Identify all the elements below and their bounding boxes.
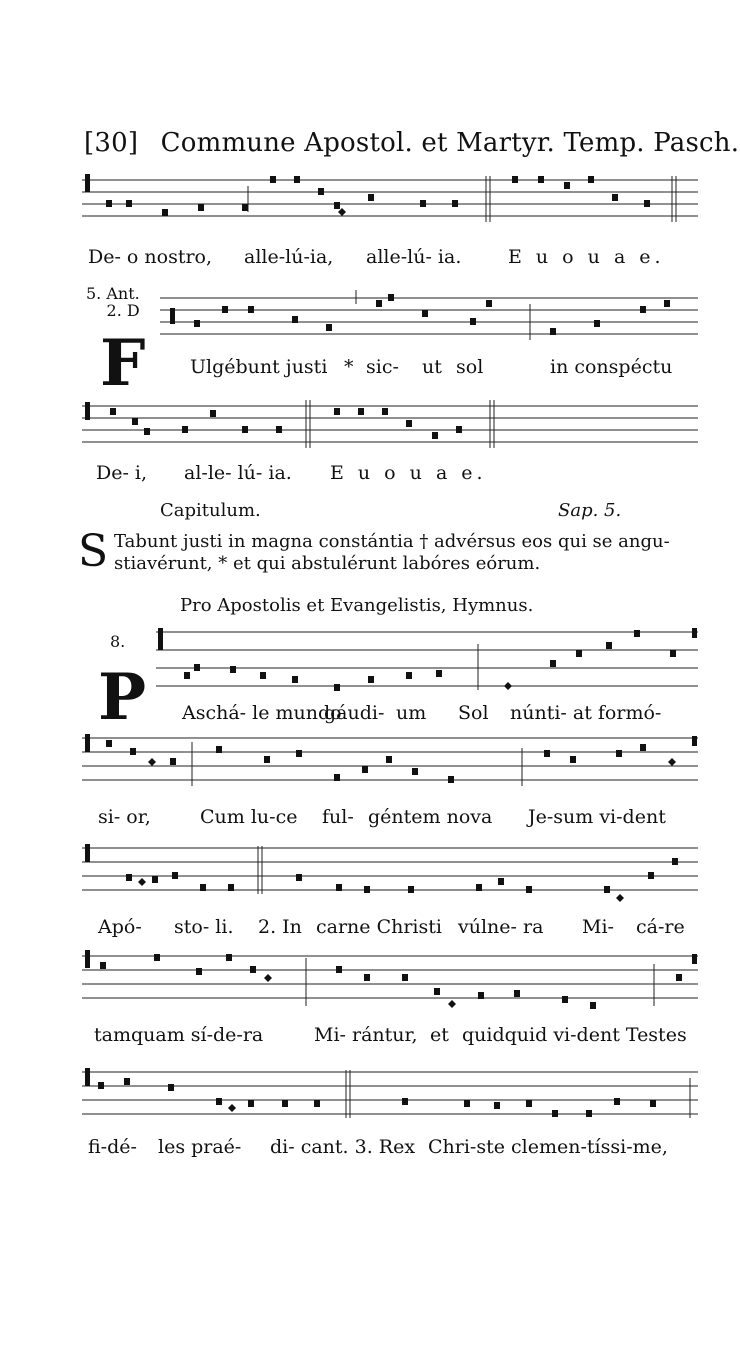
lyric: tamquam sí-de-ra [94, 1024, 264, 1046]
lyric: Cum lu-ce [200, 806, 298, 828]
music-staff [82, 732, 698, 792]
lyric: et [430, 1024, 449, 1046]
hymn-initial: P [98, 660, 147, 735]
staff-7 [82, 948, 698, 1012]
lyric: si- or, [98, 806, 151, 828]
lyric: sto- li. [174, 916, 234, 938]
lyric: alle-lú-ia, [244, 246, 334, 268]
lyric: sic- [366, 356, 399, 378]
lyric: Sol [458, 702, 489, 724]
staff-6 [82, 842, 698, 902]
capitulum-text [114, 531, 670, 575]
lyric: géntem nova [368, 806, 493, 828]
music-staff [82, 1066, 698, 1126]
lyric: 2. In [258, 916, 302, 938]
lyric: cá-re [636, 916, 685, 938]
lyric: les praé- [158, 1136, 242, 1158]
staff-1 [82, 172, 698, 228]
music-staff [160, 290, 698, 346]
lyric: Mi- [582, 916, 614, 938]
lyric: E u o u a e. [330, 462, 487, 484]
lyric: De- o nostro, [88, 246, 213, 268]
lyric: Aschá- le mundo [182, 702, 342, 724]
lyric: E u o u a e. [508, 246, 665, 268]
antiphon-label [86, 286, 140, 320]
lyric: * [344, 356, 354, 378]
capitulum-line: stiavérunt, * et qui abstulérunt labóres eórum. [114, 553, 541, 574]
lyric: Je-sum vi-dent [528, 806, 666, 828]
music-staff [82, 172, 698, 228]
antiphon-number: 5. Ant. [86, 284, 140, 303]
lyric: quidquid vi-dent Testes [462, 1024, 687, 1046]
lyric: sol [456, 356, 484, 378]
music-staff [82, 398, 698, 454]
lyric: De- i, [96, 462, 148, 484]
lyric: carne Christi [316, 916, 442, 938]
page-header [84, 128, 739, 158]
page-number: [30] [84, 128, 139, 158]
staff-4 [156, 628, 698, 696]
hymn-mode: 8. [110, 632, 126, 651]
lyric: Apó- [98, 916, 142, 938]
lyric: ut [422, 356, 442, 378]
hymn-heading: Pro Apostolis et Evangelistis, Hymnus. [180, 595, 534, 616]
lyric: Ulgébunt justi [190, 356, 328, 378]
lyric: di- cant. 3. Rex [270, 1136, 416, 1158]
capitulum-label: Capitulum. [160, 500, 261, 521]
page-title: Commune Apostol. et Martyr. Temp. Pasch. [160, 128, 740, 158]
antiphon-mode: 2. D [106, 300, 140, 320]
lyric: ful- [322, 806, 354, 828]
capitulum-line: Tabunt justi in magna constántia † advérsus eos qui se angu- [114, 531, 670, 552]
capitulum-initial: S [78, 526, 109, 577]
staff-8 [82, 1066, 698, 1126]
lyric: Chri-ste clemen-tíssi-me, [428, 1136, 668, 1158]
lyric: gáudi- [324, 702, 385, 724]
lyric: alle-lú- ia. [366, 246, 462, 268]
lyric: Mi- rántur, [314, 1024, 418, 1046]
staff-5 [82, 732, 698, 792]
music-staff [82, 842, 698, 902]
staff-3 [82, 398, 698, 454]
lyric: al-le- lú- ia. [184, 462, 292, 484]
music-staff [156, 628, 698, 696]
music-staff [82, 948, 698, 1012]
lyric: fi-dé- [88, 1136, 137, 1158]
lyric: núnti- at formó- [510, 702, 662, 724]
lyric: um [396, 702, 427, 724]
antiphon-initial: F [100, 326, 146, 401]
capitulum-reference: Sap. 5. [558, 500, 622, 521]
lyric: in conspéctu [550, 356, 673, 378]
staff-2 [160, 290, 698, 346]
lyric: vúlne- ra [458, 916, 544, 938]
